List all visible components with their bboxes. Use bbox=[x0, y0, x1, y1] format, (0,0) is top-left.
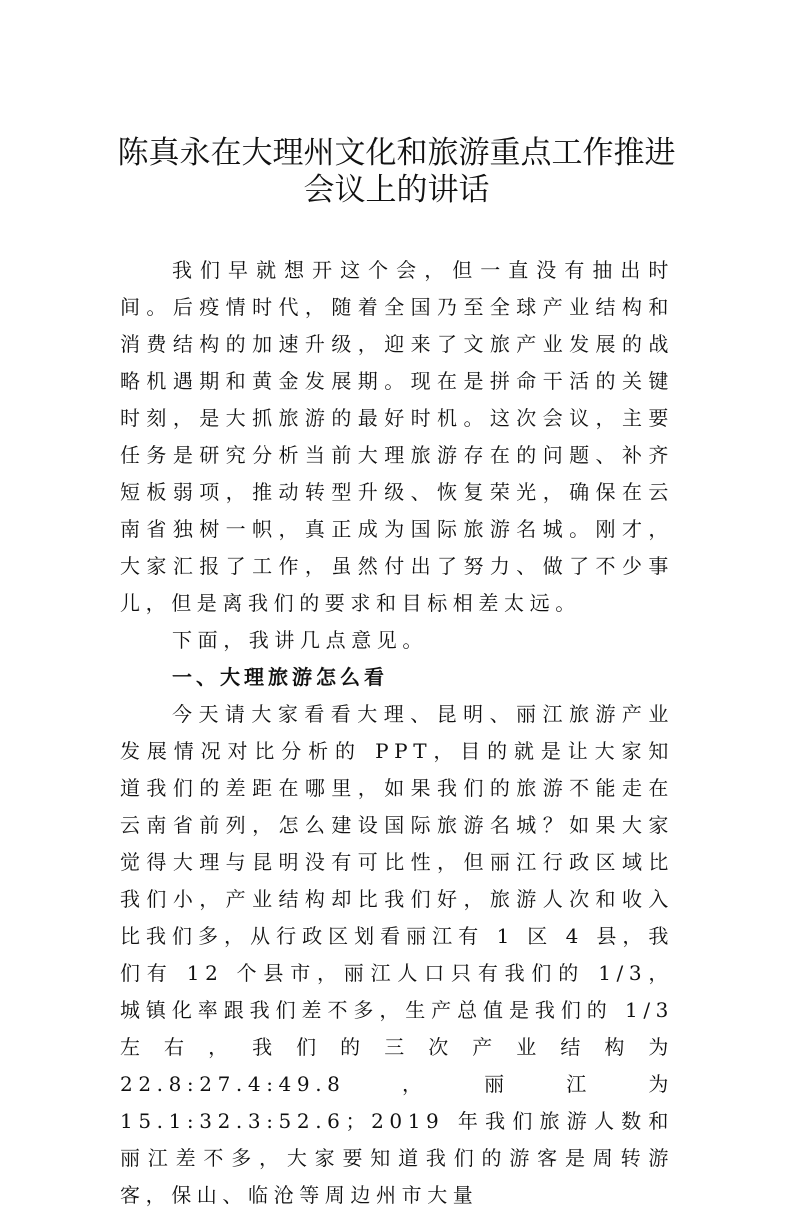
paragraph-opening: 我们早就想开这个会，但一直没有抽出时间。后疫情时代，随着全国乃至全球产业结构和消费结构的加速升级，迎来了文旅产业发展的战略机遇期和黄金发展期。现在是拼命干活的关键时刻，是大抓旅游的最好时机。这次会议，主要任务是研究分析当前大理旅游存在的问题、补齐短板弱项，推动转型升级、恢复荣光，确保在云南省独树一帜，真正成为国际旅游名城。刚才，大家汇报了工作，虽然付出了努力、做了不少事儿，但是离我们的要求和目标相差太远。 bbox=[120, 258, 674, 615]
document-title bbox=[100, 135, 693, 209]
section-heading-1: 一、大理旅游怎么看 bbox=[172, 665, 388, 689]
title-line-2: 会议上的讲话 bbox=[303, 172, 490, 208]
paragraph-transition: 下面，我讲几点意见。 bbox=[172, 628, 428, 652]
title-line-1: 陈真永在大理州文化和旅游重点工作推进 bbox=[117, 135, 676, 171]
paragraph-comparison: 今天请大家看看大理、昆明、丽江旅游产业发展情况对比分析的 PPT，目的就是让大家知道我们的差距在哪里，如果我们的旅游不能走在云南省前列，怎么建设国际旅游名城？如果大家觉得大理与昆明没有可比性，但丽江行政区域比我们小，产业结构却比我们好，旅游人次和收入比我们多，从行政区划看丽江有 1 区 4 县，我们有 12 个县市，丽江人口只有我们的 1/3，城镇化率跟我们差不多，生产总值是我们的 1/3 左右，我们的三次产业结构为 22.8:27.4:49.8，丽江为 15.1:32.3:52.6；2019 年我们旅游人数和丽江差不多，大家要知道我们的游客是周转游客，保山、临沧等周边州市大量 bbox=[120, 702, 674, 1207]
document-body bbox=[120, 252, 674, 1214]
